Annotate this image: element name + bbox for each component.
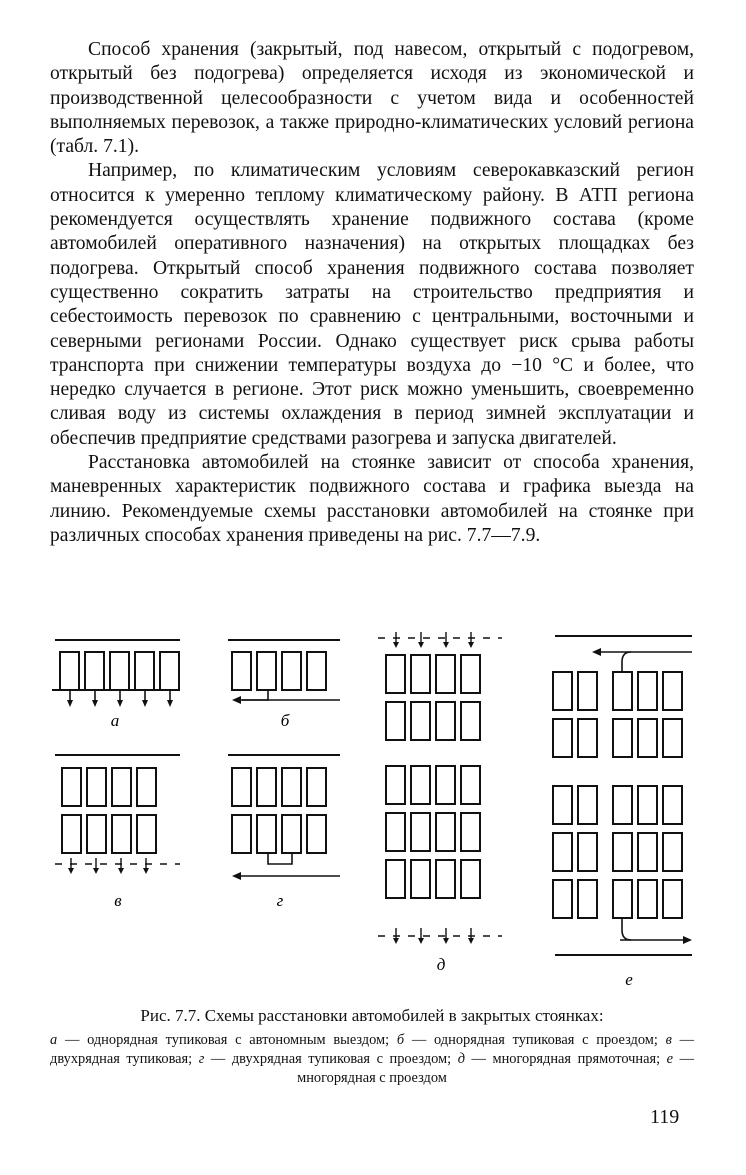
legend-text: — однорядная тупиковая с автономным выездом; xyxy=(57,1032,397,1048)
legend-key: д xyxy=(457,1051,465,1067)
legend-key: е xyxy=(666,1051,674,1067)
label-d: д xyxy=(436,955,446,974)
legend-text: — многорядная с проездом xyxy=(297,1051,694,1086)
legend-text: — двухрядная тупиковая; xyxy=(50,1032,694,1067)
label-g: г xyxy=(276,891,284,910)
legend-text: — двухрядная тупиковая с проездом; xyxy=(204,1051,458,1067)
paragraph-3: Расстановка автомобилей на стоянке зависит от способа хранения, маневренных характеристик подвижного состава и графика выезда на линию. Рекомендуемые схемы расстановки автомобилей на стоянке при различных способах хранения приведены на рис. 7.7—7.9. xyxy=(50,452,694,546)
scheme-g xyxy=(228,755,340,880)
legend-key: в xyxy=(665,1032,672,1048)
label-e: е xyxy=(625,970,633,989)
legend-key: г xyxy=(198,1051,205,1067)
page-number: 119 xyxy=(650,1106,680,1128)
label-a: а xyxy=(110,711,120,730)
legend-item-g xyxy=(199,1051,458,1067)
scheme-v xyxy=(55,755,180,874)
scheme-d xyxy=(378,632,502,944)
scheme-b xyxy=(228,640,340,704)
parking-schemes-figure xyxy=(0,600,746,1000)
legend-key: б xyxy=(396,1032,405,1048)
legend-item-d xyxy=(458,1051,667,1067)
scheme-e xyxy=(553,636,692,955)
scheme-a xyxy=(52,640,180,707)
legend-text: — однорядная тупиковая с проездом; xyxy=(404,1032,666,1048)
paragraph-1: Способ хранения (закрытый, под навесом, открытый с подогревом, открытый без подогрева) определяется исходя из экономической и производственной целесообразности с учетом вида и особенностей выполняемых перевозок, а также природно-климатических условий региона (табл. 7.1). xyxy=(50,39,694,158)
figure-caption: Рис. 7.7. Схемы расстановки автомобилей в закрытых стоянках: xyxy=(140,1006,604,1025)
legend-text: — многорядная прямоточная; xyxy=(464,1051,667,1067)
body-text xyxy=(50,38,694,548)
legend-item-a xyxy=(50,1032,397,1048)
label-v: в xyxy=(114,891,122,910)
legend-key: а xyxy=(50,1032,58,1048)
paragraph-2: Например, по климатическим условиям северокавказский регион относится к умеренно теплому климатическому району. В АТП региона рекомендуется осуществлять хранение подвижного состава (кроме автомобилей оперативного назначения) на открытых площадках без подогрева. Открытый способ хранения подвижного состава позволяет существенно сократить затраты на строительство предприятия и себестоимость перевозок по сравнению с центральными, восточными и северными регионами России. Однако существует риск срыва работы транспорта при снижении температуры воздуха до −10 °С и более, что нередко случается в регионе. Этот риск можно уменьшить, своевременно сливая воду из системы охлаждения в период зимней эксплуатации и обеспечив предприятие средствами разогрева и запуска двигателей. xyxy=(50,160,694,449)
label-b: б xyxy=(280,711,290,730)
figure-legend xyxy=(50,1031,694,1088)
legend-item-b xyxy=(397,1032,666,1048)
